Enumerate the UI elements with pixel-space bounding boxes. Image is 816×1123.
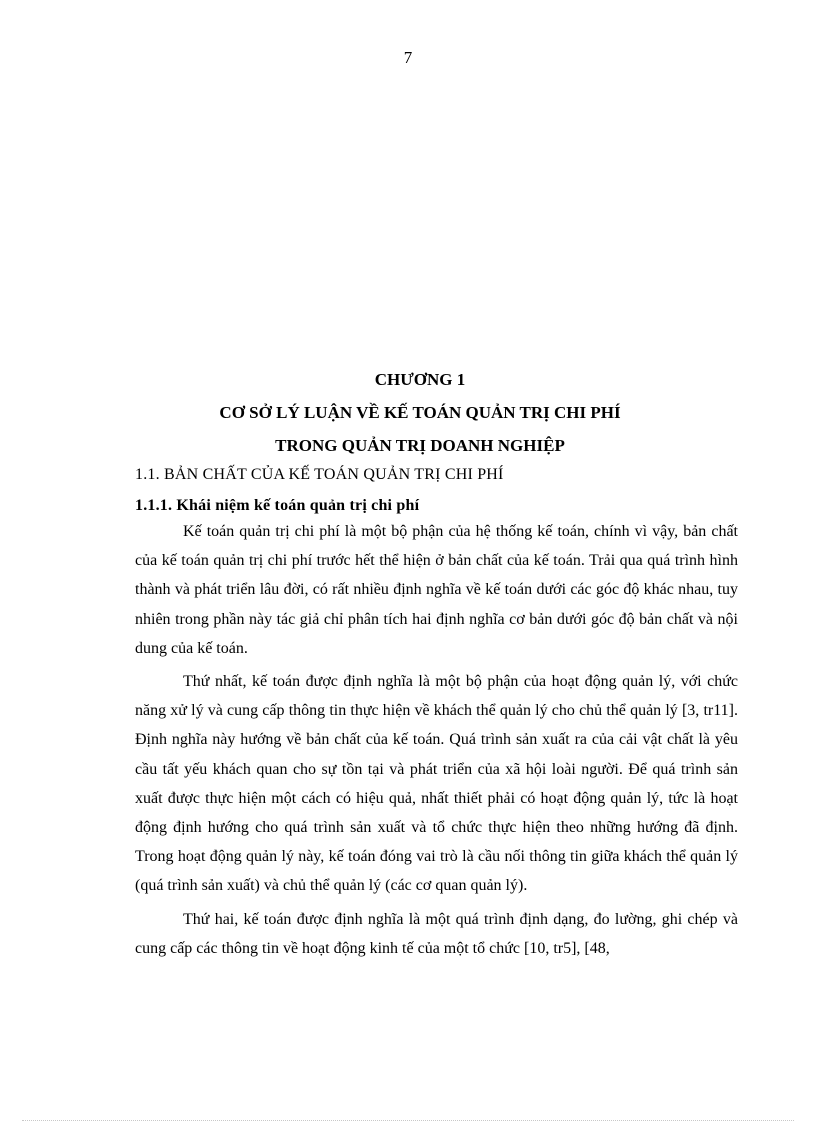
chapter-title-line-1: CƠ SỞ LÝ LUẬN VỀ KẾ TOÁN QUẢN TRỊ CHI PHÍ bbox=[219, 403, 621, 422]
body-text bbox=[135, 517, 738, 967]
page-number: 7 bbox=[403, 48, 413, 67]
chapter-title-line-2: TRONG QUẢN TRỊ DOANH NGHIỆP bbox=[275, 436, 565, 455]
section-heading: 1.1. BẢN CHẤT CỦA KẾ TOÁN QUẢN TRỊ CHI PHÍ bbox=[135, 466, 504, 483]
paragraph-1: Kế toán quản trị chi phí là một bộ phận của hệ thống kế toán, chính vì vậy, bản chất của kế toán quản trị chi phí trước hết thể hiện ở bản chất của kế toán. Trải qua quá trình hình thành và phát triển lâu đời, có rất nhiều định nghĩa về kế toán dưới các góc độ khác nhau, tuy nhiên trong phần này tác giả chỉ phân tích hai định nghĩa cơ bản dưới góc độ bản chất và nội dung của kế toán. bbox=[135, 523, 738, 657]
paragraph-2: Thứ nhất, kế toán được định nghĩa là một bộ phận của hoạt động quản lý, với chức năng xử lý và cung cấp thông tin thực hiện về khách thể quản lý cho chủ thể quản lý [3, tr11]. Định nghĩa này hướng về bản chất của kế toán. Quá trình sản xuất ra của cải vật chất là yêu cầu tất yếu khách quan cho sự tồn tại và phát triển của xã hội loài người. Để quá trình sản xuất được thực hiện một cách có hiệu quả, nhất thiết phải có hoạt động quản lý, tức là hoạt động định hướng cho quá trình sản xuất và tổ chức thực hiện theo những hướng đã định. Trong hoạt động quản lý này, kế toán đóng vai trò là cầu nối thông tin giữa khách thể quản lý (quá trình sản xuất) và chủ thể quản lý (các cơ quan quản lý). bbox=[135, 673, 738, 895]
page-bottom-border bbox=[22, 1120, 794, 1121]
subsection-heading: 1.1.1. Khái niệm kế toán quản trị chi phí bbox=[135, 497, 420, 514]
chapter-label: CHƯƠNG 1 bbox=[374, 370, 466, 389]
paragraph-3: Thứ hai, kế toán được định nghĩa là một quá trình định dạng, đo lường, ghi chép và cung cấp các thông tin về hoạt động kinh tế của một tổ chức [10, tr5], [48, bbox=[135, 910, 738, 957]
